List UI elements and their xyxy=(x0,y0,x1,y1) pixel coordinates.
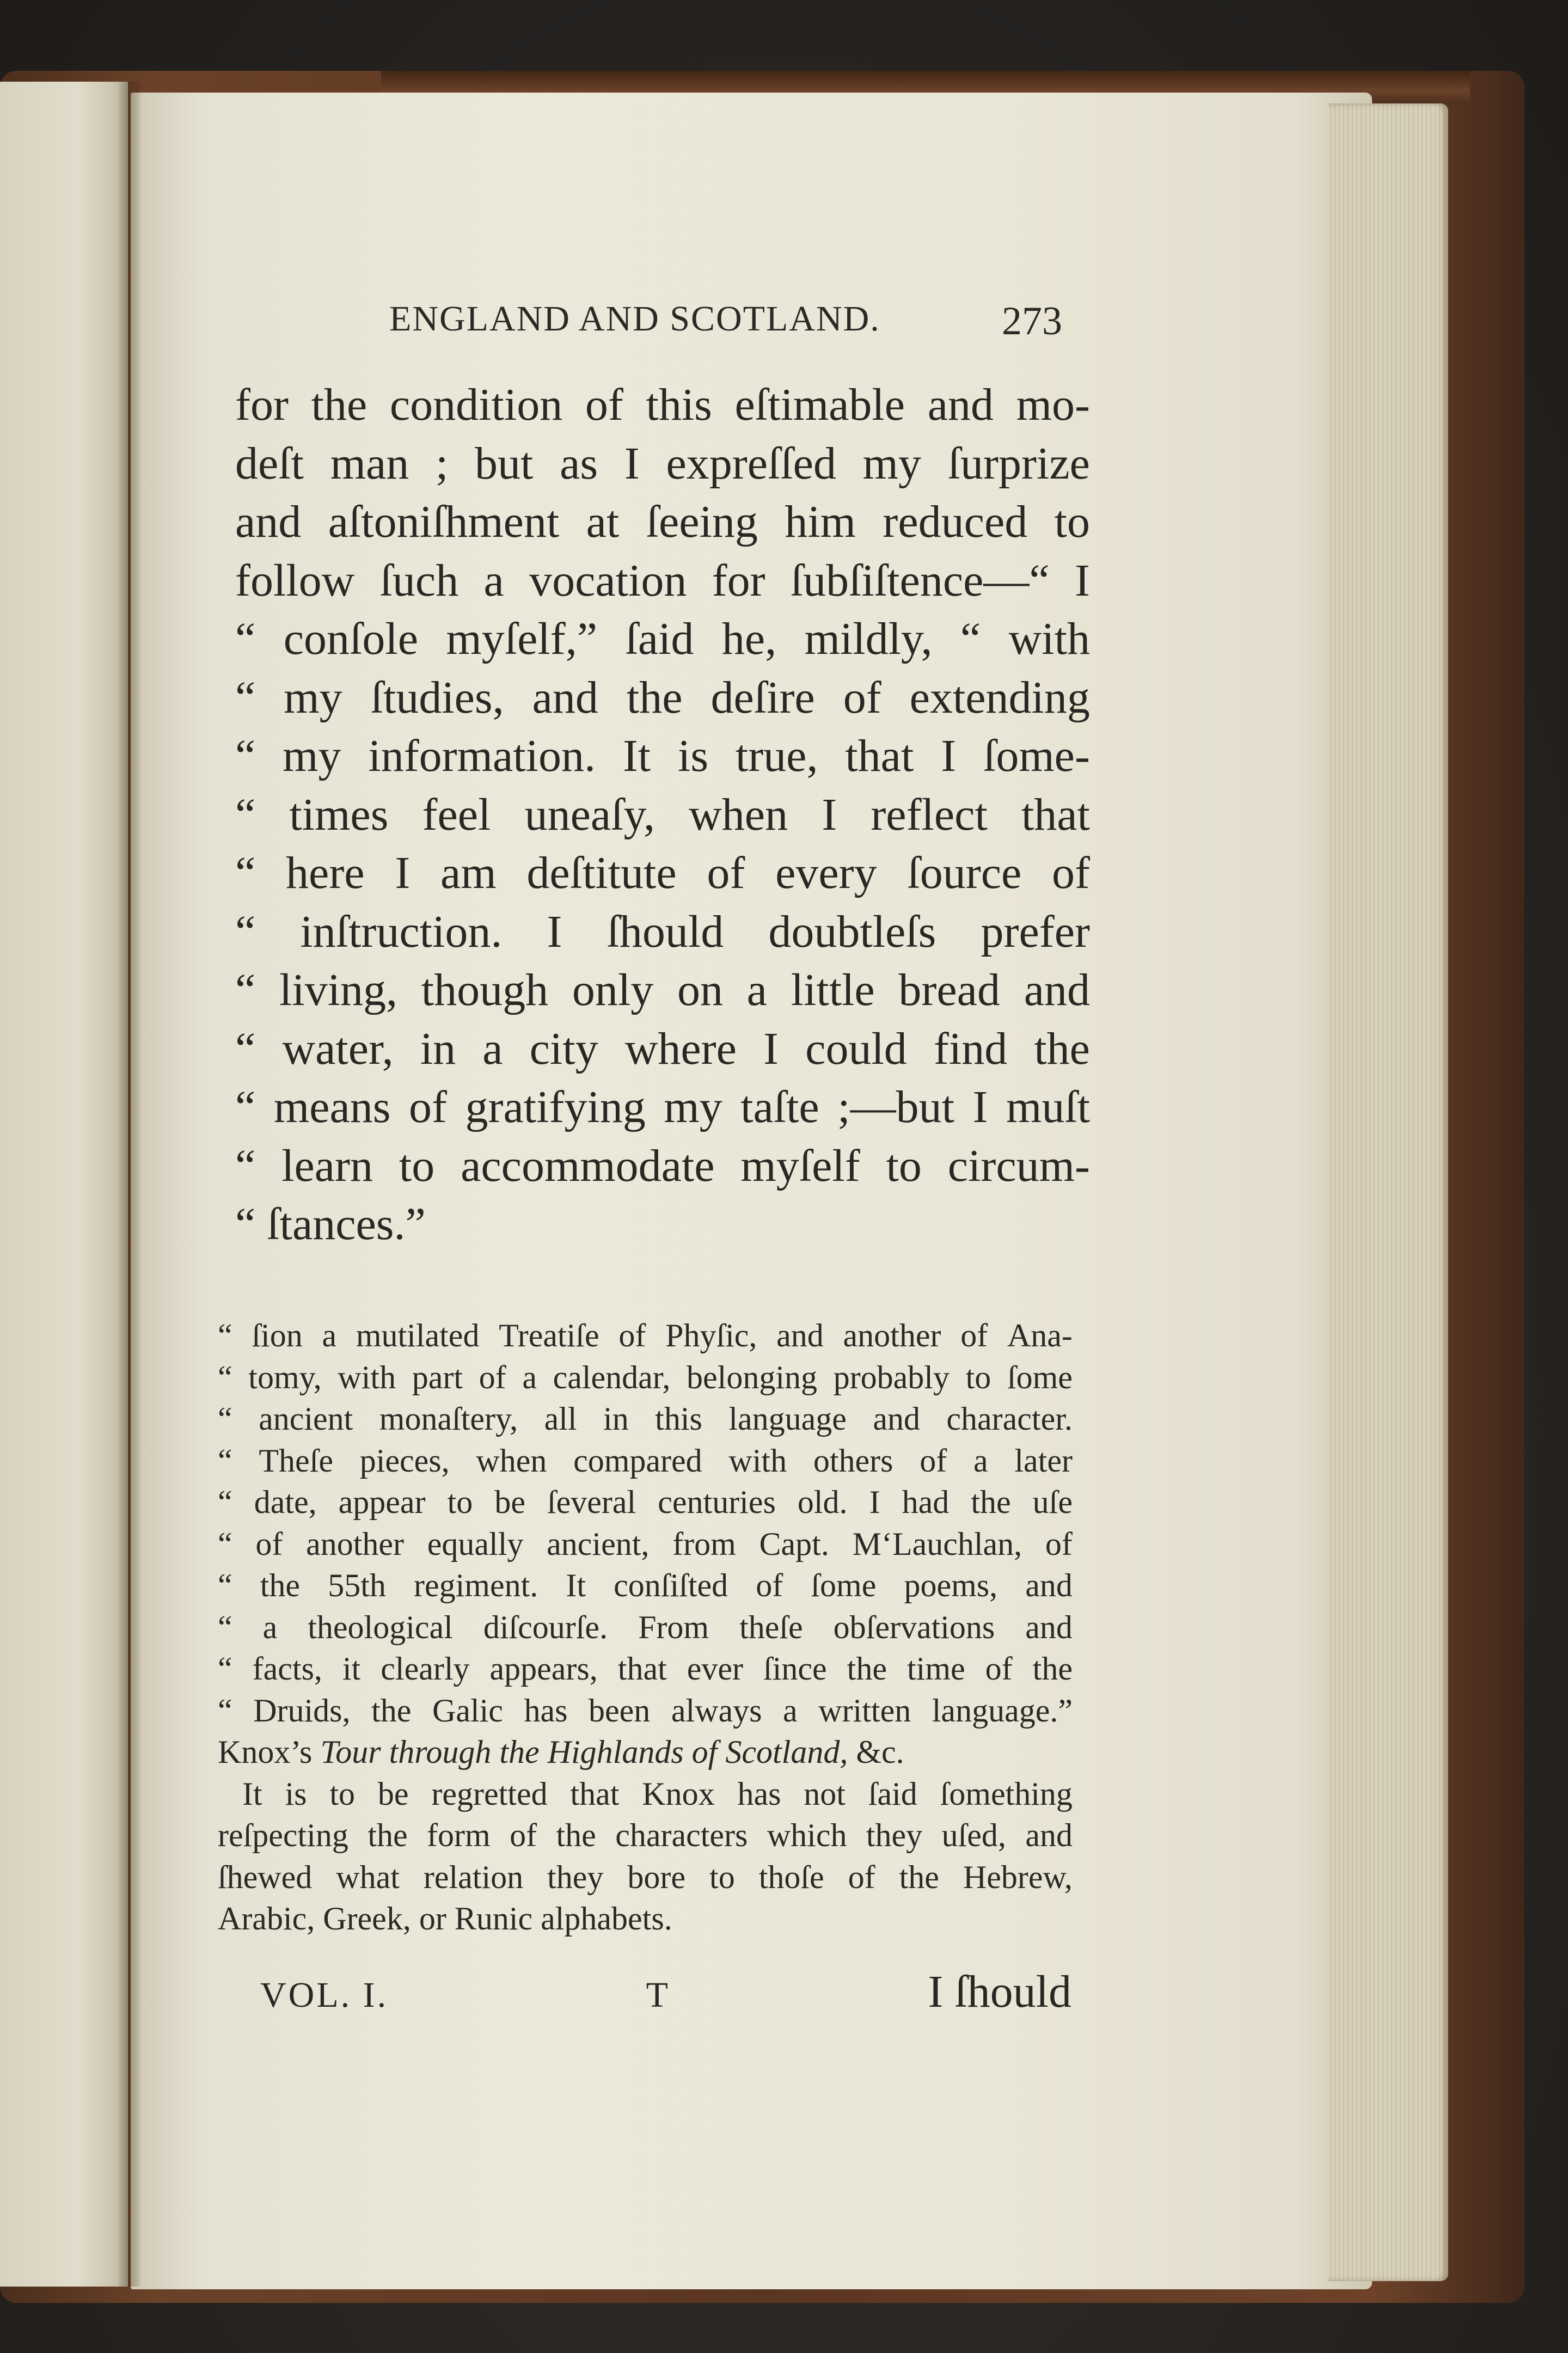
word: calendar, xyxy=(553,1359,671,1395)
word: equally xyxy=(427,1525,524,1562)
word: my xyxy=(862,438,922,489)
remark-line: Arabic, Greek, or Runic alphabets. xyxy=(218,1901,672,1937)
word: ſaid xyxy=(625,614,694,664)
word: others xyxy=(813,1442,893,1479)
word: I xyxy=(1074,555,1090,606)
word: “ xyxy=(218,1525,232,1562)
word: little xyxy=(791,965,875,1015)
word: of xyxy=(756,1567,783,1603)
word: condition xyxy=(389,379,563,430)
word: where xyxy=(624,1023,737,1074)
word: aſtoniſhment xyxy=(328,497,560,547)
word: Theſe xyxy=(259,1442,333,1479)
word: “ xyxy=(218,1359,232,1395)
word: ſurprize xyxy=(947,438,1090,489)
word: is xyxy=(285,1775,307,1812)
word: ever xyxy=(687,1651,744,1687)
word: of xyxy=(510,1817,537,1853)
word: deſt xyxy=(235,438,304,489)
word: for xyxy=(235,379,289,430)
word: clearly xyxy=(381,1651,470,1687)
word: the xyxy=(367,1817,408,1853)
page-edges xyxy=(1328,103,1448,2281)
word: ſeeing xyxy=(646,497,758,547)
body-line xyxy=(235,786,1090,844)
word: a xyxy=(522,1359,537,1395)
word: appear xyxy=(338,1484,426,1520)
word: another xyxy=(843,1318,941,1353)
word: Hebrew, xyxy=(963,1859,1073,1895)
word: man xyxy=(330,438,409,489)
word: tomy, xyxy=(248,1359,322,1395)
word: he, xyxy=(721,614,777,664)
word: reflect xyxy=(871,789,988,840)
word: language xyxy=(728,1401,847,1437)
word: conſole xyxy=(283,614,418,664)
word: on xyxy=(677,965,723,1015)
word: I xyxy=(624,438,640,489)
word: and xyxy=(927,379,994,430)
word: ſion xyxy=(252,1318,303,1353)
word: “ xyxy=(235,1023,256,1074)
word: uneaſy, xyxy=(524,789,656,840)
remark-line xyxy=(218,1815,1073,1856)
word: that xyxy=(1021,789,1090,840)
word: uſed, xyxy=(941,1817,1006,1853)
word: I xyxy=(395,848,411,898)
word: diſcourſe. xyxy=(483,1609,608,1645)
remark-line xyxy=(218,1773,1073,1815)
word: theſe xyxy=(739,1609,803,1645)
word: written xyxy=(818,1692,911,1729)
word: a xyxy=(482,1023,503,1074)
word: “ xyxy=(235,614,256,664)
word: of xyxy=(1052,848,1090,898)
word: extending xyxy=(909,672,1090,723)
page-gutter xyxy=(119,82,140,2287)
word: water, xyxy=(282,1023,394,1074)
word: prefer xyxy=(981,906,1090,957)
word: regretted xyxy=(431,1775,548,1812)
word: they xyxy=(866,1817,923,1853)
word: to xyxy=(1054,497,1090,547)
word: mutilated xyxy=(356,1318,480,1353)
word: as xyxy=(560,438,598,489)
body-line xyxy=(235,434,1090,493)
remark-line xyxy=(218,1856,1073,1898)
word: character. xyxy=(946,1401,1073,1437)
word: “ xyxy=(235,848,256,898)
body-line xyxy=(235,376,1090,434)
word: obſervations xyxy=(833,1609,995,1645)
word: and xyxy=(532,672,598,723)
footnote-line xyxy=(218,1523,1073,1565)
word: probably xyxy=(833,1359,950,1395)
word: had xyxy=(902,1484,950,1520)
word: of xyxy=(618,1318,646,1353)
word: ſubſiſtence—“ xyxy=(790,555,1050,606)
word: feel xyxy=(422,789,491,840)
word: that xyxy=(845,731,914,781)
word: and xyxy=(1025,1567,1073,1603)
word: “ xyxy=(218,1442,232,1479)
word: a xyxy=(746,965,767,1015)
word: “ xyxy=(218,1651,232,1687)
signature-mark: T xyxy=(646,1975,670,2015)
word: has xyxy=(524,1692,568,1729)
word: not xyxy=(804,1775,846,1812)
word: deſire xyxy=(710,672,815,723)
word: characters xyxy=(615,1817,748,1853)
word: ancient, xyxy=(547,1525,650,1562)
volume-mark: VOL. I. xyxy=(260,1975,389,2015)
word: is xyxy=(677,731,709,781)
word: of xyxy=(1045,1525,1073,1562)
word: “ xyxy=(960,614,981,664)
word: means xyxy=(273,1082,391,1132)
word: ſomething xyxy=(940,1775,1073,1812)
word: it xyxy=(342,1651,361,1687)
word: reduced xyxy=(883,497,1028,547)
footnote-line xyxy=(218,1357,1073,1399)
left-page-edge xyxy=(0,82,128,2287)
footnote-line xyxy=(218,1648,1073,1690)
word: reſpecting xyxy=(218,1817,348,1853)
word: “ xyxy=(235,1082,256,1132)
word: ; xyxy=(436,438,449,489)
word: language.” xyxy=(932,1692,1073,1729)
word: to xyxy=(447,1484,473,1520)
word: here xyxy=(286,848,365,898)
word: a xyxy=(483,555,504,606)
word: ancient xyxy=(259,1401,353,1437)
word: It xyxy=(622,731,651,781)
word: and xyxy=(776,1318,824,1353)
word: “ xyxy=(218,1318,232,1353)
word: later xyxy=(1014,1442,1073,1479)
word: I xyxy=(763,1023,779,1074)
word: and xyxy=(1025,1817,1073,1853)
word: always xyxy=(671,1692,762,1729)
word: a xyxy=(322,1318,337,1353)
word: “ xyxy=(218,1484,232,1520)
word: be xyxy=(494,1484,525,1520)
word: learn xyxy=(281,1140,373,1191)
word: of xyxy=(985,1651,1013,1687)
footnote-line xyxy=(218,1315,1073,1357)
word: of xyxy=(408,1082,447,1132)
word: of xyxy=(707,848,745,898)
word: deſtitute xyxy=(526,848,677,898)
word: It xyxy=(566,1567,586,1603)
word: and xyxy=(1024,965,1090,1015)
word: and xyxy=(1025,1609,1073,1645)
word: and xyxy=(873,1401,920,1437)
page-footer xyxy=(260,1965,1071,2018)
word: what xyxy=(336,1859,400,1895)
word: ſource xyxy=(907,848,1022,898)
word: could xyxy=(805,1023,907,1074)
word: that xyxy=(617,1651,667,1687)
word: ſtudies, xyxy=(370,672,504,723)
word: thoſe xyxy=(758,1859,824,1895)
word: the xyxy=(899,1859,939,1895)
word: facts, xyxy=(252,1651,322,1687)
word: part xyxy=(412,1359,463,1395)
word: that xyxy=(570,1775,620,1812)
word: time xyxy=(907,1651,965,1687)
word: I xyxy=(869,1484,880,1520)
word: muſt xyxy=(1006,1082,1090,1132)
body-line xyxy=(235,844,1090,903)
word: centuries xyxy=(658,1484,776,1520)
word: every xyxy=(775,848,877,898)
word: has xyxy=(737,1775,781,1812)
word: of xyxy=(585,379,623,430)
body-line xyxy=(235,552,1090,610)
word: but xyxy=(475,438,534,489)
word: “ xyxy=(235,731,256,781)
word: inſtruction. xyxy=(300,906,503,957)
word: information. xyxy=(368,731,596,781)
word: mo- xyxy=(1016,379,1090,430)
word: gratifying xyxy=(465,1082,646,1132)
word: mildly, xyxy=(804,614,933,664)
word: been xyxy=(589,1692,651,1729)
word: form xyxy=(427,1817,491,1853)
page-number: 273 xyxy=(1002,299,1062,344)
word: in xyxy=(420,1023,456,1074)
word: a xyxy=(783,1692,798,1729)
word: city xyxy=(529,1023,598,1074)
word: “ xyxy=(235,965,256,1015)
body-line xyxy=(235,903,1090,961)
word: when xyxy=(689,789,788,840)
word: myſelf,” xyxy=(446,614,597,664)
word: all xyxy=(544,1401,577,1437)
word: with xyxy=(1008,614,1090,664)
word: of xyxy=(479,1359,506,1395)
word: Ana- xyxy=(1007,1318,1073,1353)
word: expreſſed xyxy=(666,438,836,489)
word: old. xyxy=(797,1484,848,1520)
word: to xyxy=(886,1140,922,1191)
word: the xyxy=(260,1567,301,1603)
word: of xyxy=(960,1318,988,1353)
word: “ xyxy=(218,1692,232,1729)
footnote xyxy=(218,1315,1073,1940)
word: times xyxy=(289,789,389,840)
word: appears, xyxy=(489,1651,598,1687)
word: conſiſted xyxy=(614,1567,728,1603)
word: I xyxy=(972,1082,988,1132)
word: doubtleſs xyxy=(768,906,936,957)
word: Druids, xyxy=(253,1692,351,1729)
word: monaſtery, xyxy=(379,1401,518,1437)
body-line xyxy=(235,1078,1090,1137)
word: another xyxy=(306,1525,405,1562)
word: “ xyxy=(218,1609,232,1645)
footnote-line xyxy=(218,1565,1073,1607)
word: From xyxy=(638,1609,709,1645)
word: compared xyxy=(573,1442,702,1479)
word: ſuch xyxy=(379,555,459,606)
word: ſhould xyxy=(607,906,724,957)
word: with xyxy=(338,1359,396,1395)
word: this xyxy=(655,1401,702,1437)
word: for xyxy=(712,555,765,606)
footnote-line xyxy=(218,1398,1073,1440)
word: which xyxy=(767,1817,847,1853)
word: this xyxy=(646,379,712,430)
word: to xyxy=(709,1859,735,1895)
word: of xyxy=(843,672,881,723)
word: It xyxy=(242,1775,262,1812)
word: ſhewed xyxy=(218,1859,313,1895)
word: my xyxy=(283,731,341,781)
word: poems, xyxy=(904,1567,998,1603)
word: accommodate xyxy=(461,1140,715,1191)
body-line xyxy=(235,610,1090,669)
word: the xyxy=(626,672,683,723)
word: a xyxy=(262,1609,278,1645)
word: my xyxy=(284,672,342,723)
body-line xyxy=(235,1020,1090,1079)
running-header: ENGLAND AND SCOTLAND. xyxy=(389,299,880,339)
body-line xyxy=(235,1137,1090,1196)
body-line xyxy=(235,961,1090,1020)
footnote-citation xyxy=(218,1731,1073,1773)
word: myſelf xyxy=(740,1140,860,1191)
word: my xyxy=(664,1082,722,1132)
footnote-line xyxy=(218,1440,1073,1482)
word: “ xyxy=(235,906,256,957)
word: ſome xyxy=(1007,1359,1073,1395)
word: be xyxy=(377,1775,409,1812)
word: him xyxy=(785,497,856,547)
word: they xyxy=(547,1859,604,1895)
word: a xyxy=(973,1442,988,1479)
word: the xyxy=(311,379,367,430)
word: Knox xyxy=(642,1775,715,1812)
citation-title: Tour through the Highlands of Scotland, xyxy=(320,1734,848,1770)
word: ſince xyxy=(763,1651,827,1687)
word: living, xyxy=(279,965,398,1015)
body-line xyxy=(235,493,1090,552)
word: 55th xyxy=(328,1567,386,1603)
word: circum- xyxy=(947,1140,1090,1191)
word: relation xyxy=(423,1859,524,1895)
word: from xyxy=(672,1525,736,1562)
word: ſeveral xyxy=(547,1484,636,1520)
word: “ xyxy=(235,1140,256,1191)
word: ſaid xyxy=(868,1775,917,1812)
word: I xyxy=(822,789,837,840)
word: belonging xyxy=(687,1359,818,1395)
word: taſte xyxy=(740,1082,819,1132)
word: to xyxy=(399,1140,435,1191)
word: bread xyxy=(898,965,1000,1015)
word: and xyxy=(235,497,302,547)
word: am xyxy=(440,848,497,898)
body-line: “ ſtances.” xyxy=(235,1199,426,1249)
word: at xyxy=(586,497,620,547)
word: “ xyxy=(218,1567,232,1603)
word: uſe xyxy=(1032,1484,1073,1520)
footnote-line xyxy=(218,1607,1073,1649)
word: only xyxy=(572,965,654,1015)
word: of xyxy=(255,1525,283,1562)
word: “ xyxy=(218,1401,232,1437)
word: Galic xyxy=(432,1692,503,1729)
word: in xyxy=(603,1401,629,1437)
footnote-line xyxy=(218,1690,1073,1732)
word: with xyxy=(728,1442,787,1479)
word: find xyxy=(933,1023,1008,1074)
word: Treatiſe xyxy=(499,1318,599,1353)
catchword: I ſhould xyxy=(928,1966,1071,2017)
word: regiment. xyxy=(414,1567,538,1603)
word: “ xyxy=(235,672,256,723)
word: of xyxy=(920,1442,947,1479)
word: theological xyxy=(308,1609,453,1645)
word: though xyxy=(421,965,549,1015)
word: Phyſic, xyxy=(665,1318,757,1353)
word: when xyxy=(476,1442,547,1479)
word: the xyxy=(371,1692,412,1729)
word: bore xyxy=(627,1859,686,1895)
word: ſome- xyxy=(983,731,1090,781)
citation-author: Knox’s xyxy=(218,1734,313,1770)
body-text xyxy=(235,376,1090,1254)
footnote-line xyxy=(218,1481,1073,1523)
word: date, xyxy=(254,1484,317,1520)
word: M‘Lauchlan, xyxy=(852,1525,1022,1562)
word: the xyxy=(1034,1023,1090,1074)
word: I xyxy=(941,731,957,781)
word: to xyxy=(965,1359,991,1395)
word: the xyxy=(1032,1651,1073,1687)
word: the xyxy=(847,1651,887,1687)
word: vocation xyxy=(529,555,687,606)
word: eſtimable xyxy=(734,379,905,430)
word: follow xyxy=(235,555,355,606)
body-line xyxy=(235,669,1090,727)
word: I xyxy=(547,906,562,957)
word: true, xyxy=(735,731,818,781)
word: of xyxy=(848,1859,875,1895)
body-line xyxy=(235,727,1090,786)
word: to xyxy=(329,1775,356,1812)
word: the xyxy=(556,1817,596,1853)
word: pieces, xyxy=(359,1442,450,1479)
word: Capt. xyxy=(759,1525,829,1562)
word: ſome xyxy=(811,1567,877,1603)
word: the xyxy=(971,1484,1011,1520)
citation-etc: &c. xyxy=(856,1734,904,1770)
word: ;—but xyxy=(837,1082,954,1132)
word: “ xyxy=(235,789,256,840)
